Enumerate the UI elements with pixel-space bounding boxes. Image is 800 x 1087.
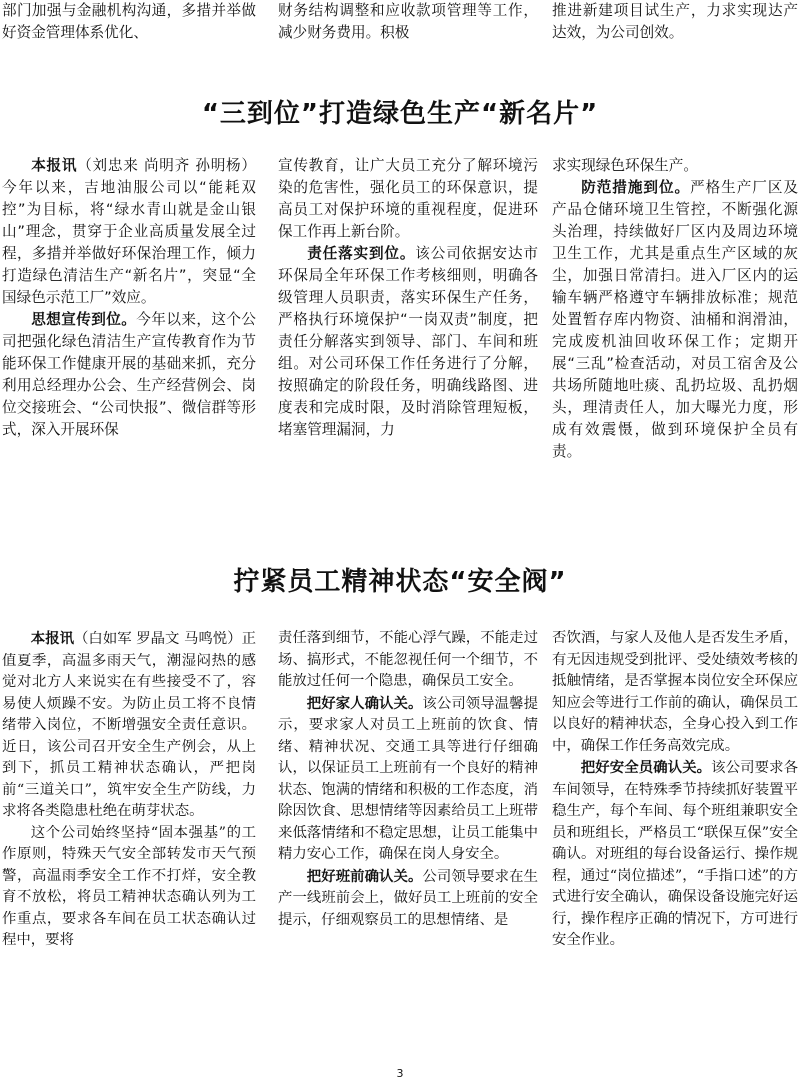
- paragraph-lead: 把好家人确认关。: [306, 694, 423, 712]
- paragraph: [2, 309, 256, 441]
- paragraph-text: 公司领导要求在生产一线班前会上，做好员工上班前的安全提示，仔细观察员工的思想情绪、是: [278, 868, 538, 928]
- article-1-col-2: [278, 155, 538, 441]
- paragraph-text: 该公司要求各车间领导，在特殊季节持续抓好装置平稳生产，每个车间、每个班组兼职安全员和班组长，严格员工“联保互保”安全确认。对班组的每台设备运行、操作规程，通过“岗位描述”，“手指口述”的方式进行安全确认，确保设备设施完好运行，操作程序正确的情况下，方可进行安全作业。: [552, 760, 798, 948]
- paragraph-text: 今年以来，这个公司把强化绿色清洁生产宣传教育作为节能环保工作健康开展的基础来抓，充分利用总经理办公会、生产经营例会、岗位交接班会、“公司快报”、微信群等形式，深入开展环保: [2, 311, 256, 438]
- paragraph-continued: 否饮酒，与家人及他人是否发生矛盾，有无因违规受到批评、受处绩效考核的抵触情绪，是否掌握本岗位安全环保应知应会等进行工作前的确认，确保员工以良好的精神状态，全身心投入到工作中，确保工作任务高效完成。: [552, 630, 798, 754]
- paragraph-text: （白如军 罗晶文 马鸣悦）正值夏季，高温多雨天气，潮湿闷热的感觉对北方人来说实在有些接受不了，容易使人烦躁不安。为防止员工将不良情绪带入岗位，不断增强安全责任意识。近日，该公司召开安全生产例会，从上到下，抓员工精神状态确认，严把岗前“三道关口”，筑牢安全生产防线，力求将各类隐患杜绝在萌芽状态。: [2, 631, 256, 819]
- page-number: 3: [396, 1067, 404, 1080]
- paragraph: 这个公司始终坚持“固本强基”的工作原则，特殊天气安全部转发市天气预警，高温雨季安全工作不打烊，安全教育不放松，将员工精神状态确认列为工作重点，要求各车间在员工状态确认过程中，要将: [2, 824, 256, 948]
- article-2-headline: 拧紧员工精神状态“安全阀”: [233, 567, 567, 597]
- paragraph-lead: 本报讯: [31, 157, 78, 174]
- paragraph-continued: 宣传教育，让广大员工充分了解环境污染的危害性，强化员工的环保意识，提高员工对保护环境的重视程度，促进环保工作再上新台阶。: [278, 157, 538, 240]
- article-2-col-2: [278, 628, 538, 931]
- paragraph: [278, 866, 538, 932]
- top-col-2: [278, 0, 538, 44]
- article-2-col-3: [552, 628, 798, 952]
- paragraph-lead: 把好班前确认关。: [306, 867, 423, 885]
- paragraph: [552, 757, 798, 952]
- top-text-2: 财务结构调整和应收款项管理等工作，减少财务费用。积极: [278, 2, 538, 41]
- top-col-3: [552, 0, 798, 44]
- top-text-3: 推进新建项目试生产，力求实现达产达效，为公司创效。: [552, 2, 798, 41]
- top-col-1: [2, 0, 256, 44]
- paragraph: [278, 693, 538, 866]
- paragraph-continued: 责任落到细节，不能心浮气躁，不能走过场、搞形式，不能忽视任何一个细节，不能放过任何一个隐患，确保员工安全。: [278, 630, 538, 689]
- paragraph-continued: 求实现绿色环保生产。: [552, 157, 698, 174]
- paragraph: [552, 177, 798, 463]
- article-1-col-3: [552, 155, 798, 463]
- article-1-col-1: [2, 155, 256, 441]
- article-1-headline: “三到位”打造绿色生产“新名片”: [201, 99, 599, 129]
- paragraph-lead: 防范措施到位。: [581, 179, 691, 196]
- paragraph: [2, 155, 256, 309]
- paragraph: [278, 243, 538, 441]
- paragraph-lead: 责任落实到位。: [307, 245, 416, 262]
- paragraph-text: 严格生产厂区及产品仓储环境卫生管控，不断强化源头治理，持续做好厂区内及周边环境卫生工作，尤其是重点生产区域的灰尘，加强日常清扫。进入厂区内的运输车辆严格遵守车辆排放标准；规范处置暂存库内物资、油桶和润滑油，完成废机油回收环保工作；定期开展“三乱”检查活动，对员工宿舍及公共场所随地吐痰、乱扔垃圾、乱扔烟头，理清责任人，加大曝光力度，形成有效震慑，做到环境保护全员有责。: [552, 179, 798, 460]
- paragraph-lead: 思想宣传到位。: [31, 311, 137, 328]
- article-2-col-1: [2, 628, 256, 952]
- paragraph: [2, 628, 256, 823]
- paragraph-lead: 本报讯: [30, 630, 75, 647]
- paragraph-text: 该公司依据安达市环保局全年环保工作考核细则，明确各级管理人员职责，落实环保生产任务，严格执行环境保护“一岗双责”制度，把责任分解落实到领导、部门、车间和班组。对公司环保工作任务进行了分解，按照确定的阶段任务，明确线路图、进度表和完成时限，及时消除管理短板，堵塞管理漏洞，力: [278, 245, 538, 438]
- paragraph-text: （刘忠来 尚明齐 孙明杨）今年以来，吉地油服公司以“能耗双控”为目标，将“绿水青山就是金山银山”理念，贯穿于企业高质量发展全过程，多措并举做好环保治理工作，倾力打造绿色清洁生产“新名片”，突显“全国绿色示范工厂”效应。: [2, 157, 256, 306]
- paragraph-text: 该公司领导温馨提示，要求家人对员工上班前的饮食、情绪、精神状况、交通工具等进行仔细确认，以保证员工上班前有一个良好的精神状态、饱满的情绪和积极的工作态度，消除因饮食、思想情绪等因素给员工上班带来低落情绪和不稳定思想，让员工能集中精力安心工作，确保在岗人身安全。: [278, 695, 538, 862]
- paragraph-lead: 把好安全员确认关。: [580, 759, 712, 776]
- top-text-1: 部门加强与金融机构沟通，多措并举做好资金管理体系优化、: [2, 2, 256, 41]
